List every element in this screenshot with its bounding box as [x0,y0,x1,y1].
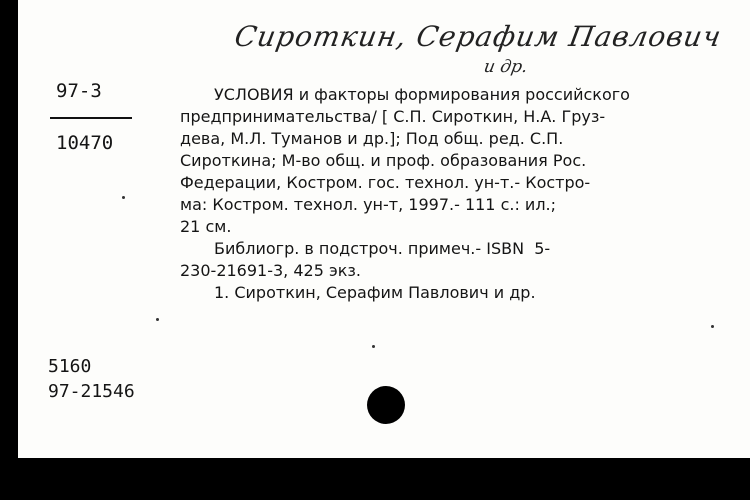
bibliographic-description [180,84,728,304]
call-number-bottom: 10470 [56,132,114,154]
speck [372,345,375,348]
description-line: предпринимательства/ [ С.П. Сироткин, Н.А. Груз- [180,107,606,126]
subject-heading: 1. Сироткин, Серафим Павлович и др. [214,283,536,302]
description-line: ма: Костром. технол. ун-т, 1997.- 111 с.: ил.; [180,195,557,214]
handwritten-addition: и др. [482,57,530,77]
registration-number: 97-21546 [48,381,135,402]
description-line: Сироткина; М-во общ. и проф. образования Рос. [180,151,587,170]
call-number-top: 97-3 [56,80,102,102]
description-line: 21 см. [180,217,232,236]
speck [156,318,159,321]
description-line: УСЛОВИЯ и факторы формирования российского [214,85,630,104]
handwritten-author-name: Сироткин, Серафим Павлович [232,20,725,53]
isbn-line: 230-21691-3, 425 экз. [180,261,361,280]
bibliography-note: Библиогр. в подстроч. примеч.- ISBN 5- [214,239,551,258]
ink-blot [367,386,405,424]
speck [711,325,714,328]
speck [122,196,125,199]
description-line: дева, М.Л. Туманов и др.]; Под общ. ред. С.П. [180,129,564,148]
inventory-number: 5160 [48,356,92,377]
call-number-divider [50,117,132,119]
description-line: Федерации, Костром. гос. технол. ун-т.- Костро- [180,173,591,192]
